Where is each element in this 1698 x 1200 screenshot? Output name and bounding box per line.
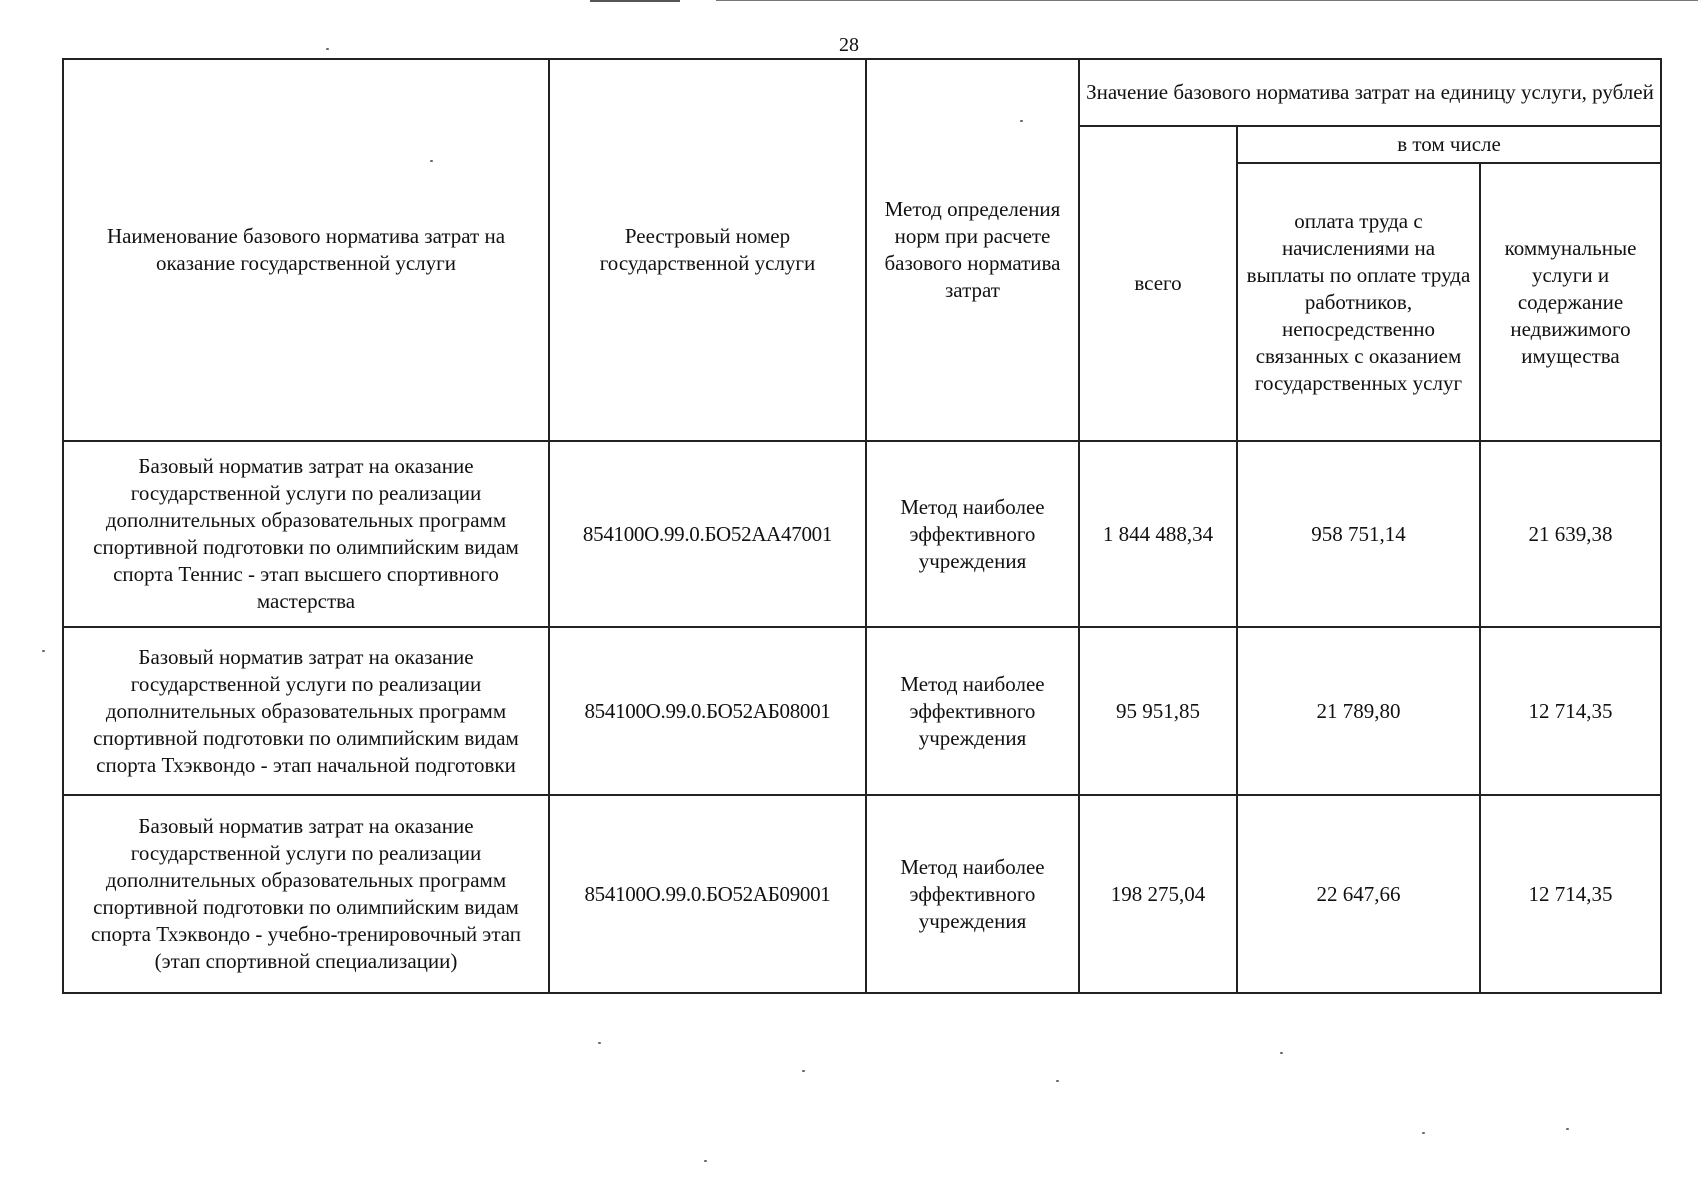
row-method: Метод наиболее эффективного учреждения bbox=[866, 795, 1079, 993]
header-including: в том числе bbox=[1237, 126, 1661, 163]
page-number: 28 bbox=[839, 34, 859, 56]
row-total: 95 951,85 bbox=[1079, 627, 1237, 795]
header-name: Наименование базового норматива затрат на оказание государственной услуги bbox=[63, 59, 549, 441]
row-labor: 21 789,80 bbox=[1237, 627, 1480, 795]
table-body bbox=[63, 441, 1661, 993]
header-labor: оплата труда с начислениями на выплаты по оплате труда работников, непосредственно связанных с оказанием государственных услуг bbox=[1237, 163, 1480, 441]
header-value-group: Значение базового норматива затрат на единицу услуги, рублей bbox=[1079, 59, 1661, 126]
table-header bbox=[63, 59, 1661, 441]
scan-speck bbox=[326, 48, 329, 50]
table-row bbox=[63, 795, 1661, 993]
scan-speck bbox=[598, 1042, 601, 1044]
table-row bbox=[63, 627, 1661, 795]
header-total: всего bbox=[1079, 126, 1237, 441]
scan-speck bbox=[1566, 1128, 1569, 1130]
header-row bbox=[63, 59, 1661, 126]
row-total: 1 844 488,34 bbox=[1079, 441, 1237, 627]
row-name: Базовый норматив затрат на оказание государственной услуги по реализации дополнительных образовательных программ спортивной подготовки по олимпийским видам спорта Теннис - этап высшего спортивного мастерства bbox=[63, 441, 549, 627]
row-labor: 958 751,14 bbox=[1237, 441, 1480, 627]
row-utilities: 12 714,35 bbox=[1480, 627, 1661, 795]
header-utilities: коммунальные услуги и содержание недвижимого имущества bbox=[1480, 163, 1661, 441]
row-name: Базовый норматив затрат на оказание государственной услуги по реализации дополнительных образовательных программ спортивной подготовки по олимпийским видам спорта Тхэквондо - этап начальной подготовки bbox=[63, 627, 549, 795]
row-utilities: 21 639,38 bbox=[1480, 441, 1661, 627]
scan-speck bbox=[1422, 1132, 1425, 1134]
row-registry-number: 854100О.99.0.БО52АБ09001 bbox=[549, 795, 866, 993]
row-name: Базовый норматив затрат на оказание государственной услуги по реализации дополнительных образовательных программ спортивной подготовки по олимпийским видам спорта Тхэквондо - учебно-тренировочный этап (этап спортивной специализации) bbox=[63, 795, 549, 993]
scan-speck bbox=[1056, 1080, 1059, 1082]
table-row bbox=[63, 441, 1661, 627]
scan-speck bbox=[1020, 120, 1023, 122]
scan-artifact-line bbox=[716, 0, 1698, 1]
scan-artifact-line bbox=[590, 0, 680, 2]
header-method: Метод определения норм при расчете базового норматива затрат bbox=[866, 59, 1079, 441]
row-method: Метод наиболее эффективного учреждения bbox=[866, 441, 1079, 627]
row-registry-number: 854100О.99.0.БО52АА47001 bbox=[549, 441, 866, 627]
header-registry-number: Реестровый номер государственной услуги bbox=[549, 59, 866, 441]
row-labor: 22 647,66 bbox=[1237, 795, 1480, 993]
row-registry-number: 854100О.99.0.БО52АБ08001 bbox=[549, 627, 866, 795]
row-method: Метод наиболее эффективного учреждения bbox=[866, 627, 1079, 795]
scan-speck bbox=[704, 1160, 707, 1162]
norms-table bbox=[62, 58, 1662, 994]
scan-speck bbox=[42, 650, 45, 652]
scan-speck bbox=[1280, 1052, 1283, 1054]
row-utilities: 12 714,35 bbox=[1480, 795, 1661, 993]
scan-speck bbox=[430, 160, 433, 162]
scan-speck bbox=[802, 1070, 805, 1072]
row-total: 198 275,04 bbox=[1079, 795, 1237, 993]
